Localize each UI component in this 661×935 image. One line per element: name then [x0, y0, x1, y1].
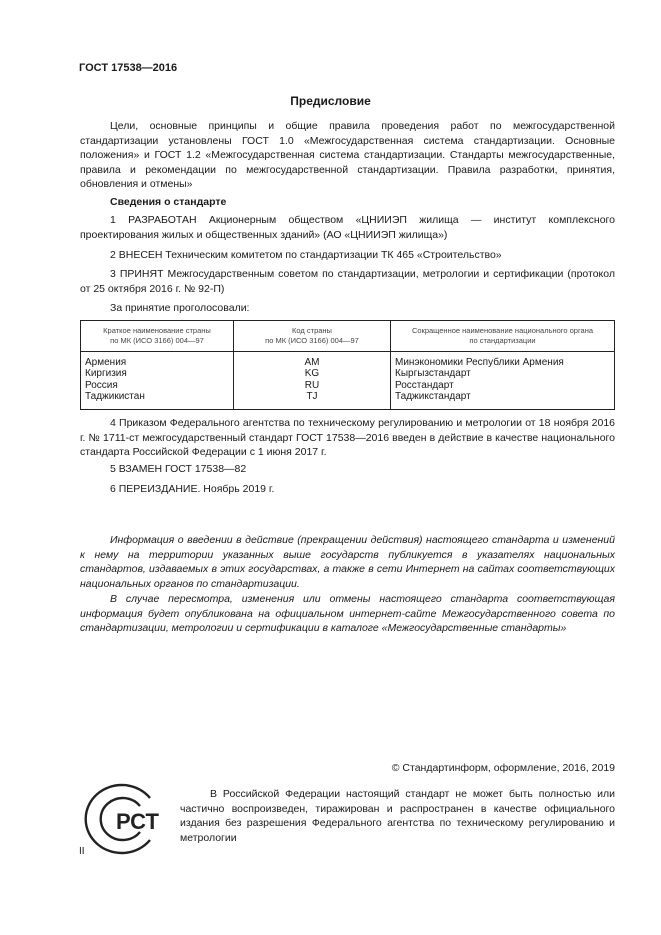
- country-names-cell: [81, 352, 234, 410]
- vote-caption: За принятие проголосовали:: [110, 302, 250, 314]
- country-name: Киргизия: [85, 368, 127, 380]
- item-submitted: 2 ВНЕСЕН Техническим комитетом по стандартизации ТК 465 «Строительство»: [110, 249, 502, 261]
- rights-notice: В Российской Федерации настоящий стандарт не может быть полностью или частично воспроизведен, тиражирован и распространен в качестве официального издания без разрешения Федерального агентства по техническому регулированию и метрологии: [180, 788, 615, 844]
- table-header-row: [81, 321, 615, 352]
- country-code: AM: [304, 357, 320, 368]
- national-bodies-cell: [391, 352, 615, 410]
- national-body: Минэкономики Республики Армения: [395, 357, 564, 368]
- rst-certification-logo-icon: [80, 776, 166, 862]
- country-name: Таджикистан: [85, 391, 145, 403]
- page-number: II: [79, 846, 85, 857]
- item-reissue: 6 ПЕРЕИЗДАНИЕ. Ноябрь 2019 г.: [110, 483, 275, 495]
- country-codes-cell: [234, 352, 391, 410]
- item-enacted: 4 Приказом Федерального агентства по техническому регулированию и метрологии от 18 ноября 2016 г. № 1711-ст межгосударственный стандарт ГОСТ 17538—2016 введен в действие в качестве национального стандарта Российской Федерации с 1 июня 2017 г.: [80, 417, 615, 459]
- country-name: Россия: [85, 379, 118, 391]
- country-name: Армения: [85, 357, 127, 368]
- intro-paragraph: Цели, основные принципы и общие правила проведения работ по межгосударственной стандартизации установлены ГОСТ 1.0 «Межгосударственная система стандартизации. Основные положения» и ГОСТ 1.2 «Межгосударственная система стандартизации. Стандарты межгосударственные, правила и рекомендации по межгосударственной стандартизации. Правила разработки, принятия, обновления и отмены»: [80, 120, 615, 191]
- svg-text:РСТ: РСТ: [116, 809, 159, 834]
- copyright: © Стандартинформ, оформление, 2016, 2019: [391, 762, 615, 774]
- page-title: Предисловие: [290, 94, 371, 108]
- item-replaces: 5 ВЗАМЕН ГОСТ 17538—82: [110, 463, 247, 475]
- item-adopted: 3 ПРИНЯТ Межгосударственным советом по стандартизации, метрологии и сертификации (протокол от 25 октября 2016 г. № 92-П): [80, 268, 615, 295]
- country-code: KG: [304, 368, 320, 380]
- voting-table: [80, 320, 615, 410]
- header-national-body: Сокращенное наименование национального органа по стандартизации: [391, 321, 615, 352]
- header-country-code: Код страны по МК (ИСО 3166) 004—97: [234, 321, 391, 352]
- national-body: Таджикстандарт: [395, 391, 471, 403]
- table-row: [81, 352, 615, 410]
- notice-introduction: Информация о введении в действие (прекращении действия) настоящего стандарта и изменений к нему на территории указанных выше государств публикуется в указателях национальных стандартов, издаваемых в этих государствах, а также в сети Интернет на сайтах соответствующих национальных органов по стандартизации.: [80, 534, 615, 590]
- standard-code: ГОСТ 17538—2016: [79, 62, 178, 74]
- country-code: TJ: [306, 391, 318, 403]
- country-code: RU: [304, 379, 320, 391]
- header-country-name: Краткое наименование страны по МК (ИСО 3166) 004—97: [81, 321, 234, 352]
- national-body: Росстандарт: [395, 379, 454, 391]
- notice-revision: В случае пересмотра, изменения или отмены настоящего стандарта соответствующая информация будет опубликована на официальном интернет-сайте Межгосударственного совета по стандартизации, метрологии и сертификации в каталоге «Межгосударственные стандарты»: [80, 593, 615, 635]
- info-heading: Сведения о стандарте: [110, 196, 227, 208]
- national-body: Кыргызстандарт: [395, 368, 471, 380]
- item-developed: 1 РАЗРАБОТАН Акционерным обществом «ЦНИИЭП жилища — институт комплексного проектирования жилых и общественных зданий» (АО «ЦНИИЭП жилища»): [80, 214, 615, 241]
